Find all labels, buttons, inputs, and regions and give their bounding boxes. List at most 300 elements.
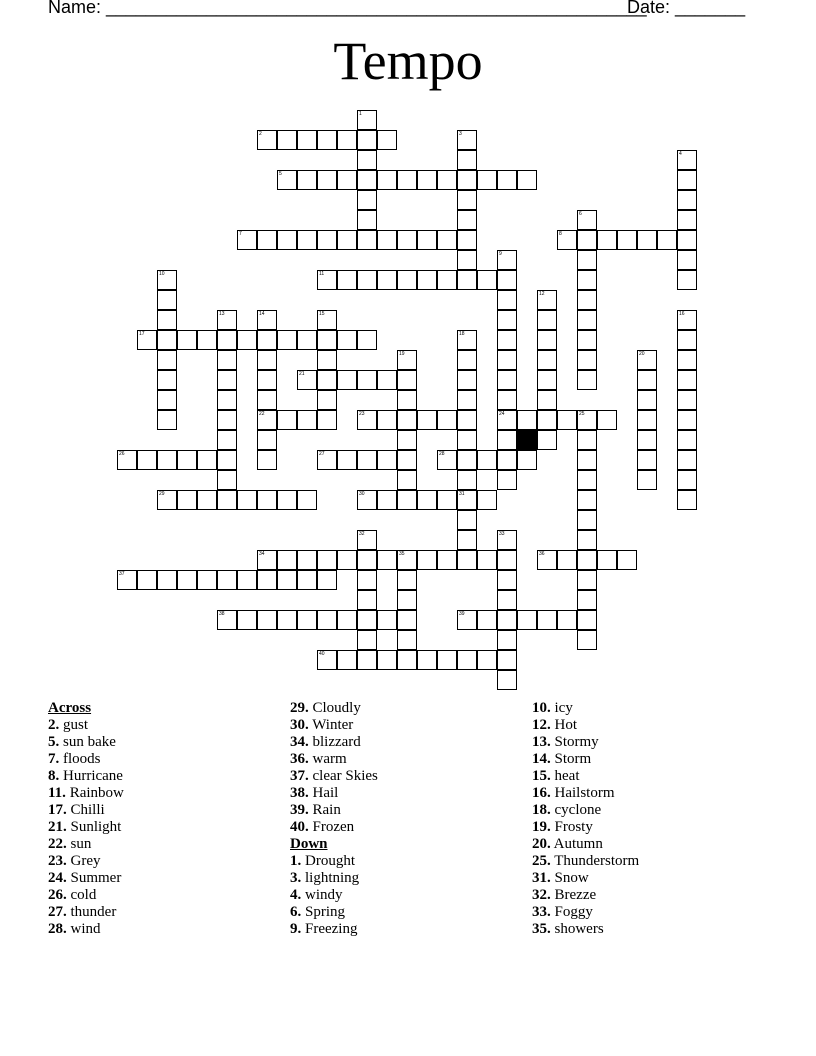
grid-cell[interactable] xyxy=(157,350,177,370)
grid-cell[interactable] xyxy=(377,490,397,510)
grid-cell[interactable] xyxy=(477,270,497,290)
grid-cell[interactable] xyxy=(417,410,437,430)
grid-cell[interactable] xyxy=(517,450,537,470)
grid-cell[interactable] xyxy=(497,450,517,470)
grid-cell[interactable] xyxy=(497,650,517,670)
grid-cell[interactable] xyxy=(157,310,177,330)
grid-cell[interactable] xyxy=(457,210,477,230)
grid-cell[interactable] xyxy=(217,430,237,450)
grid-cell[interactable] xyxy=(637,390,657,410)
clue-text: Frosty xyxy=(550,819,593,835)
grid-cell[interactable] xyxy=(357,550,377,570)
grid-cell[interactable] xyxy=(577,310,597,330)
clue-text: warm xyxy=(308,751,347,767)
grid-cell[interactable] xyxy=(477,490,497,510)
grid-cell[interactable] xyxy=(337,270,357,290)
grid-cell[interactable] xyxy=(477,550,497,570)
grid-cell[interactable] xyxy=(677,330,697,350)
grid-cell[interactable] xyxy=(577,630,597,650)
clue-num: 13. xyxy=(532,734,551,750)
grid-cell[interactable] xyxy=(497,610,517,630)
grid-cell[interactable] xyxy=(177,450,197,470)
grid-cell[interactable] xyxy=(497,310,517,330)
clue-text: gust xyxy=(59,717,89,733)
grid-cell[interactable] xyxy=(517,610,537,630)
grid-cell[interactable] xyxy=(677,430,697,450)
grid-cell[interactable] xyxy=(577,430,597,450)
grid-cell[interactable] xyxy=(337,230,357,250)
clue-number-18: 18 xyxy=(459,331,465,337)
grid-cell[interactable] xyxy=(357,130,377,150)
grid-cell[interactable] xyxy=(377,650,397,670)
grid-cell[interactable] xyxy=(217,350,237,370)
grid-cell[interactable] xyxy=(677,450,697,470)
grid-cell[interactable] xyxy=(637,430,657,450)
grid-cell[interactable] xyxy=(517,170,537,190)
across-clue xyxy=(48,751,124,768)
grid-cell[interactable] xyxy=(317,170,337,190)
clue-number-37: 37 xyxy=(119,571,125,577)
grid-cell[interactable] xyxy=(357,570,377,590)
grid-cell[interactable] xyxy=(277,330,297,350)
grid-cell[interactable] xyxy=(477,650,497,670)
grid-cell[interactable] xyxy=(177,330,197,350)
clue-num: 35. xyxy=(532,921,551,937)
grid-cell[interactable] xyxy=(457,410,477,430)
grid-cell[interactable] xyxy=(397,370,417,390)
down-clue xyxy=(532,887,639,904)
grid-cell[interactable] xyxy=(497,590,517,610)
grid-cell[interactable] xyxy=(457,390,477,410)
grid-cell[interactable] xyxy=(357,150,377,170)
grid-cell[interactable] xyxy=(397,590,417,610)
grid-cell[interactable] xyxy=(257,610,277,630)
grid-cell[interactable] xyxy=(337,650,357,670)
grid-cell[interactable] xyxy=(317,570,337,590)
grid-cell[interactable] xyxy=(337,130,357,150)
grid-cell[interactable] xyxy=(257,230,277,250)
grid-cell[interactable] xyxy=(577,490,597,510)
grid-cell[interactable] xyxy=(557,410,577,430)
grid-cell[interactable] xyxy=(537,310,557,330)
grid-cell[interactable] xyxy=(257,330,277,350)
grid-cell[interactable] xyxy=(457,650,477,670)
grid-cell[interactable] xyxy=(417,490,437,510)
grid-cell[interactable] xyxy=(277,610,297,630)
grid-cell[interactable] xyxy=(437,230,457,250)
grid-cell[interactable] xyxy=(157,370,177,390)
grid-cell[interactable] xyxy=(257,490,277,510)
down-clue xyxy=(532,853,639,870)
grid-cell[interactable] xyxy=(497,630,517,650)
grid-cell[interactable] xyxy=(257,370,277,390)
grid-cell[interactable] xyxy=(557,550,577,570)
clue-number-5: 5 xyxy=(279,171,282,177)
grid-cell[interactable] xyxy=(317,390,337,410)
grid-cell[interactable] xyxy=(337,550,357,570)
grid-cell[interactable] xyxy=(397,270,417,290)
grid-cell[interactable] xyxy=(237,330,257,350)
grid-cell[interactable] xyxy=(357,330,377,350)
clue-num: 7. xyxy=(48,751,60,767)
grid-cell[interactable] xyxy=(677,410,697,430)
across-clue xyxy=(48,734,124,751)
down-clue xyxy=(290,904,378,921)
grid-cell[interactable] xyxy=(177,490,197,510)
clue-num: 2. xyxy=(48,717,60,733)
grid-cell[interactable] xyxy=(377,550,397,570)
grid-cell[interactable] xyxy=(677,490,697,510)
grid-cell[interactable] xyxy=(157,390,177,410)
grid-cell[interactable] xyxy=(337,370,357,390)
grid-cell[interactable] xyxy=(357,370,377,390)
grid-cell[interactable] xyxy=(397,650,417,670)
clue-num: 28. xyxy=(48,921,67,937)
clue-number-27: 27 xyxy=(319,451,325,457)
grid-cell[interactable] xyxy=(497,570,517,590)
grid-cell[interactable] xyxy=(537,370,557,390)
grid-cell[interactable] xyxy=(477,170,497,190)
clue-number-31: 31 xyxy=(459,491,465,497)
grid-cell[interactable] xyxy=(677,170,697,190)
grid-cell[interactable] xyxy=(537,430,557,450)
clue-number-21: 21 xyxy=(299,371,305,377)
grid-cell[interactable] xyxy=(377,270,397,290)
grid-cell[interactable] xyxy=(657,230,677,250)
grid-cell[interactable] xyxy=(197,450,217,470)
grid-cell[interactable] xyxy=(537,390,557,410)
grid-cell[interactable] xyxy=(337,330,357,350)
grid-cell[interactable] xyxy=(637,370,657,390)
clue-text: windy xyxy=(301,887,343,903)
clue-number-4: 4 xyxy=(679,151,682,157)
grid-cell[interactable] xyxy=(297,330,317,350)
grid-cell[interactable] xyxy=(177,570,197,590)
grid-cell[interactable] xyxy=(577,570,597,590)
clue-text: Hurricane xyxy=(59,768,123,784)
grid-cell[interactable] xyxy=(257,570,277,590)
grid-cell[interactable] xyxy=(157,450,177,470)
grid-cell[interactable] xyxy=(237,570,257,590)
grid-cell[interactable] xyxy=(437,270,457,290)
clue-text: Grey xyxy=(66,853,101,869)
down-clue xyxy=(532,700,639,717)
grid-cell[interactable] xyxy=(217,370,237,390)
grid-cell[interactable] xyxy=(377,450,397,470)
clue-num: 20. xyxy=(532,836,551,852)
clue-text: Rain xyxy=(308,802,341,818)
clue-text: blizzard xyxy=(308,734,361,750)
grid-cell[interactable] xyxy=(217,410,237,430)
grid-cell[interactable] xyxy=(277,130,297,150)
grid-cell[interactable] xyxy=(437,170,457,190)
grid-cell[interactable] xyxy=(317,130,337,150)
grid-cell[interactable] xyxy=(297,170,317,190)
grid-cell[interactable] xyxy=(457,430,477,450)
clue-number-6: 6 xyxy=(579,211,582,217)
grid-cell[interactable] xyxy=(277,230,297,250)
grid-cell[interactable] xyxy=(297,490,317,510)
grid-cell[interactable] xyxy=(637,450,657,470)
clue-text: Brezze xyxy=(550,887,597,903)
grid-cell[interactable] xyxy=(537,350,557,370)
date-field-label[interactable]: Date: _______ xyxy=(627,0,746,17)
grid-cell[interactable] xyxy=(217,570,237,590)
grid-cell[interactable] xyxy=(397,430,417,450)
grid-cell[interactable] xyxy=(157,330,177,350)
grid-cell[interactable] xyxy=(637,410,657,430)
grid-cell[interactable] xyxy=(537,410,557,430)
grid-cell[interactable] xyxy=(677,270,697,290)
grid-cell[interactable] xyxy=(497,350,517,370)
clue-number-38: 38 xyxy=(219,611,225,617)
clue-num: 18. xyxy=(532,802,551,818)
grid-cell[interactable] xyxy=(677,210,697,230)
page-title: Tempo xyxy=(333,31,483,91)
grid-cell[interactable] xyxy=(497,370,517,390)
grid-cell[interactable] xyxy=(457,450,477,470)
grid-cell[interactable] xyxy=(357,270,377,290)
grid-cell[interactable] xyxy=(497,390,517,410)
grid-cell[interactable] xyxy=(457,230,477,250)
grid-cell[interactable] xyxy=(497,430,517,450)
grid-cell[interactable] xyxy=(497,670,517,690)
grid-cell[interactable] xyxy=(577,290,597,310)
grid-cell[interactable] xyxy=(357,630,377,650)
grid-cell[interactable] xyxy=(377,230,397,250)
grid-cell[interactable] xyxy=(677,250,697,270)
grid-cell[interactable] xyxy=(417,650,437,670)
grid-cell[interactable] xyxy=(377,170,397,190)
grid-cell[interactable] xyxy=(577,550,597,570)
grid-cell[interactable] xyxy=(457,550,477,570)
clue-text: Winter xyxy=(308,717,354,733)
grid-cell[interactable] xyxy=(437,550,457,570)
grid-cell[interactable] xyxy=(577,470,597,490)
grid-cell[interactable] xyxy=(617,550,637,570)
clue-number-35: 35 xyxy=(399,551,405,557)
grid-cell[interactable] xyxy=(217,450,237,470)
grid-cell[interactable] xyxy=(317,350,337,370)
down-clue xyxy=(532,819,639,836)
grid-cell[interactable] xyxy=(397,470,417,490)
grid-cell[interactable] xyxy=(577,350,597,370)
grid-cell[interactable] xyxy=(437,490,457,510)
grid-cell[interactable] xyxy=(457,270,477,290)
grid-cell[interactable] xyxy=(297,570,317,590)
grid-cell[interactable] xyxy=(497,290,517,310)
grid-cell[interactable] xyxy=(137,570,157,590)
grid-cell[interactable] xyxy=(357,230,377,250)
grid-cell[interactable] xyxy=(237,490,257,510)
grid-cell[interactable] xyxy=(297,230,317,250)
grid-cell[interactable] xyxy=(197,570,217,590)
grid-cell[interactable] xyxy=(417,170,437,190)
grid-cell[interactable] xyxy=(677,390,697,410)
grid-cell[interactable] xyxy=(537,330,557,350)
grid-cell[interactable] xyxy=(317,370,337,390)
grid-cell[interactable] xyxy=(417,550,437,570)
grid-cell[interactable] xyxy=(257,350,277,370)
grid-cell[interactable] xyxy=(277,570,297,590)
clue-text: wind xyxy=(66,921,101,937)
grid-cell[interactable] xyxy=(197,330,217,350)
grid-cell[interactable] xyxy=(157,410,177,430)
clue-num: 15. xyxy=(532,768,551,784)
grid-cell[interactable] xyxy=(537,610,557,630)
grid-cell[interactable] xyxy=(157,290,177,310)
grid-cell[interactable] xyxy=(677,350,697,370)
grid-cell[interactable] xyxy=(257,450,277,470)
grid-cell[interactable] xyxy=(297,610,317,630)
clue-number-30: 30 xyxy=(359,491,365,497)
grid-cell[interactable] xyxy=(457,510,477,530)
grid-cell[interactable] xyxy=(277,490,297,510)
grid-cell[interactable] xyxy=(397,410,417,430)
grid-cell[interactable] xyxy=(197,490,217,510)
grid-cell[interactable] xyxy=(477,610,497,630)
grid-cell[interactable] xyxy=(477,450,497,470)
grid-cell[interactable] xyxy=(337,170,357,190)
grid-cell[interactable] xyxy=(497,170,517,190)
grid-cell[interactable] xyxy=(677,190,697,210)
grid-cell[interactable] xyxy=(397,170,417,190)
grid-cell[interactable] xyxy=(257,390,277,410)
clue-text: cyclone xyxy=(550,802,602,818)
grid-cell[interactable] xyxy=(457,250,477,270)
clue-num: 19. xyxy=(532,819,551,835)
grid-cell[interactable] xyxy=(377,370,397,390)
grid-cell[interactable] xyxy=(397,490,417,510)
across-clue xyxy=(290,734,378,751)
across-clue xyxy=(48,717,124,734)
grid-cell[interactable] xyxy=(517,410,537,430)
grid-cell[interactable] xyxy=(377,610,397,630)
clue-num: 33. xyxy=(532,904,551,920)
grid-cell[interactable] xyxy=(437,410,457,430)
grid-cell[interactable] xyxy=(557,610,577,630)
grid-cell[interactable] xyxy=(577,510,597,530)
grid-cell[interactable] xyxy=(317,550,337,570)
grid-cell[interactable] xyxy=(397,450,417,470)
down-clue xyxy=(290,870,378,887)
across-heading: Across xyxy=(48,700,92,716)
grid-cell[interactable] xyxy=(577,370,597,390)
grid-cell[interactable] xyxy=(577,330,597,350)
grid-cell[interactable] xyxy=(397,390,417,410)
grid-cell[interactable] xyxy=(357,650,377,670)
grid-cell[interactable] xyxy=(357,610,377,630)
grid-cell[interactable] xyxy=(217,390,237,410)
grid-cell[interactable] xyxy=(497,470,517,490)
grid-cell[interactable] xyxy=(357,210,377,230)
grid-cell[interactable] xyxy=(217,470,237,490)
grid-cell[interactable] xyxy=(397,570,417,590)
grid-cell[interactable] xyxy=(317,610,337,630)
grid-cell[interactable] xyxy=(397,630,417,650)
grid-cell[interactable] xyxy=(677,230,697,250)
grid-cell[interactable] xyxy=(297,410,317,430)
grid-cell[interactable] xyxy=(297,130,317,150)
grid-cell[interactable] xyxy=(637,230,657,250)
grid-cell[interactable] xyxy=(577,230,597,250)
clue-number-39: 39 xyxy=(459,611,465,617)
grid-cell[interactable] xyxy=(577,590,597,610)
grid-cell[interactable] xyxy=(377,130,397,150)
grid-cell[interactable] xyxy=(357,450,377,470)
grid-cell[interactable] xyxy=(577,610,597,630)
grid-cell[interactable] xyxy=(237,610,257,630)
grid-cell[interactable] xyxy=(277,550,297,570)
grid-cell[interactable] xyxy=(217,490,237,510)
grid-cell[interactable] xyxy=(577,270,597,290)
grid-cell[interactable] xyxy=(457,530,477,550)
grid-cell[interactable] xyxy=(577,450,597,470)
clue-number-23: 23 xyxy=(359,411,365,417)
grid-cell[interactable] xyxy=(577,250,597,270)
across-clue xyxy=(48,870,124,887)
clue-num: 21. xyxy=(48,819,67,835)
grid-cell[interactable] xyxy=(597,410,617,430)
grid-cell[interactable] xyxy=(357,190,377,210)
clue-text: Frozen xyxy=(308,819,355,835)
grid-cell[interactable] xyxy=(637,470,657,490)
clue-num: 12. xyxy=(532,717,551,733)
grid-cell[interactable] xyxy=(457,150,477,170)
grid-cell[interactable] xyxy=(457,190,477,210)
grid-cell[interactable] xyxy=(577,530,597,550)
grid-cell[interactable] xyxy=(457,470,477,490)
grid-cell[interactable] xyxy=(337,610,357,630)
grid-cell[interactable] xyxy=(677,370,697,390)
grid-cell[interactable] xyxy=(597,550,617,570)
grid-cell[interactable] xyxy=(497,330,517,350)
clue-text: sun bake xyxy=(59,734,116,750)
clue-text: Autumn xyxy=(550,836,603,852)
grid-cell[interactable] xyxy=(257,430,277,450)
grid-cell[interactable] xyxy=(677,470,697,490)
grid-cell[interactable] xyxy=(617,230,637,250)
grid-cell[interactable] xyxy=(277,410,297,430)
grid-cell[interactable] xyxy=(497,550,517,570)
grid-cell[interactable] xyxy=(357,170,377,190)
grid-cell[interactable] xyxy=(297,550,317,570)
grid-cell[interactable] xyxy=(337,450,357,470)
clue-number-33: 33 xyxy=(499,531,505,537)
grid-cell[interactable] xyxy=(437,650,457,670)
grid-cell[interactable] xyxy=(597,230,617,250)
grid-cell[interactable] xyxy=(497,270,517,290)
grid-cell[interactable] xyxy=(417,230,437,250)
grid-cell[interactable] xyxy=(457,370,477,390)
grid-cell[interactable] xyxy=(417,270,437,290)
grid-cell[interactable] xyxy=(137,450,157,470)
grid-cell[interactable] xyxy=(457,350,477,370)
grid-cell[interactable] xyxy=(317,330,337,350)
name-field-label[interactable]: Name: ______________________________________________________ xyxy=(48,0,647,17)
grid-cell[interactable] xyxy=(317,230,337,250)
grid-cell[interactable] xyxy=(457,170,477,190)
clue-text: Freezing xyxy=(301,921,358,937)
grid-cell[interactable] xyxy=(397,230,417,250)
grid-cell[interactable] xyxy=(317,410,337,430)
grid-cell[interactable] xyxy=(217,330,237,350)
grid-cell[interactable] xyxy=(157,570,177,590)
grid-cell[interactable] xyxy=(397,610,417,630)
grid-cell[interactable] xyxy=(357,590,377,610)
grid-cell[interactable] xyxy=(377,410,397,430)
clue-text: cold xyxy=(66,887,97,903)
